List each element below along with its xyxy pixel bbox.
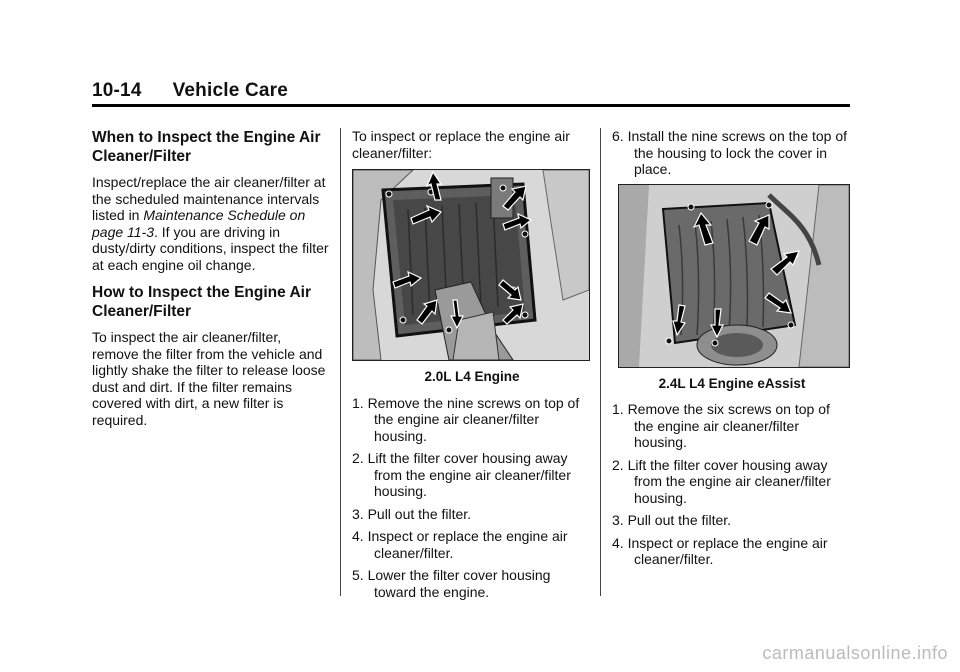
page-header	[92, 80, 850, 102]
step-item: 6. Install the nine screws on the top of the housing to lock the cover in place.	[612, 128, 848, 177]
column-3	[612, 128, 852, 574]
figure-caption-2-4l: 2.4L L4 Engine eAssist	[658, 375, 806, 391]
step-item: 4. Inspect or replace the engine air cleaner/filter.	[352, 528, 568, 561]
header-title	[92, 80, 850, 102]
step-item: 1. Remove the nine screws on top of the engine air cleaner/filter housing.	[352, 394, 580, 444]
column-1	[92, 128, 330, 436]
engine-2-0l-figure	[352, 169, 590, 361]
section-title: Vehicle Care	[172, 80, 288, 101]
heading-how-to-inspect: How to Inspect the Engine Air Cleaner/Filter	[92, 284, 312, 320]
column-divider-1	[340, 128, 341, 596]
steps-2-0l	[352, 395, 592, 601]
watermark: carmanualsonline.info	[762, 643, 948, 663]
column-divider-2	[600, 128, 601, 596]
step-item: 2. Lift the filter cover housing away from the engine air cleaner/filter housing.	[612, 456, 831, 506]
paragraph-inspect-interval	[92, 174, 330, 273]
engine-2-4l-figure	[618, 184, 850, 368]
header-rule	[92, 104, 850, 107]
figure-caption-2-0l: 2.0L L4 Engine	[424, 369, 520, 384]
column-2	[352, 128, 592, 606]
paragraph-how-to-inspect: To inspect the air cleaner/filter, remove the filter from the vehicle and lightly shake the filter to release loose dust and dirt. If the filter remains covered with dirt, a new filter is required.	[92, 329, 326, 428]
maintenance-schedule-link[interactable]: Maintenance Schedule on page 11-3	[92, 207, 306, 240]
text-span: . If you are driving in dusty/dirty conditions, inspect the filter at each engine oil change.	[92, 223, 329, 273]
step-item: 3. Pull out the filter.	[612, 512, 732, 528]
step-6-list	[612, 128, 852, 178]
text-span: Inspect/replace the air cleaner/filter at the scheduled maintenance intervals listed in	[92, 174, 326, 223]
step-item: 3. Pull out the filter.	[352, 505, 472, 522]
steps-2-4l	[612, 401, 852, 568]
step-item: 4. Inspect or replace the engine air cleaner/filter.	[612, 534, 828, 567]
heading-when-to-inspect: When to Inspect the Engine Air Cleaner/Filter	[92, 129, 321, 165]
step-item: 1. Remove the six screws on top of the engine air cleaner/filter housing.	[612, 401, 830, 450]
step-item: 2. Lift the filter cover housing away from the engine air cleaner/filter housing.	[352, 450, 571, 499]
step-item: 5. Lower the filter cover housing toward the engine.	[352, 567, 551, 600]
paragraph-intro: To inspect or replace the engine air cleaner/filter:	[352, 128, 570, 161]
page-number: 10-14	[92, 80, 142, 101]
